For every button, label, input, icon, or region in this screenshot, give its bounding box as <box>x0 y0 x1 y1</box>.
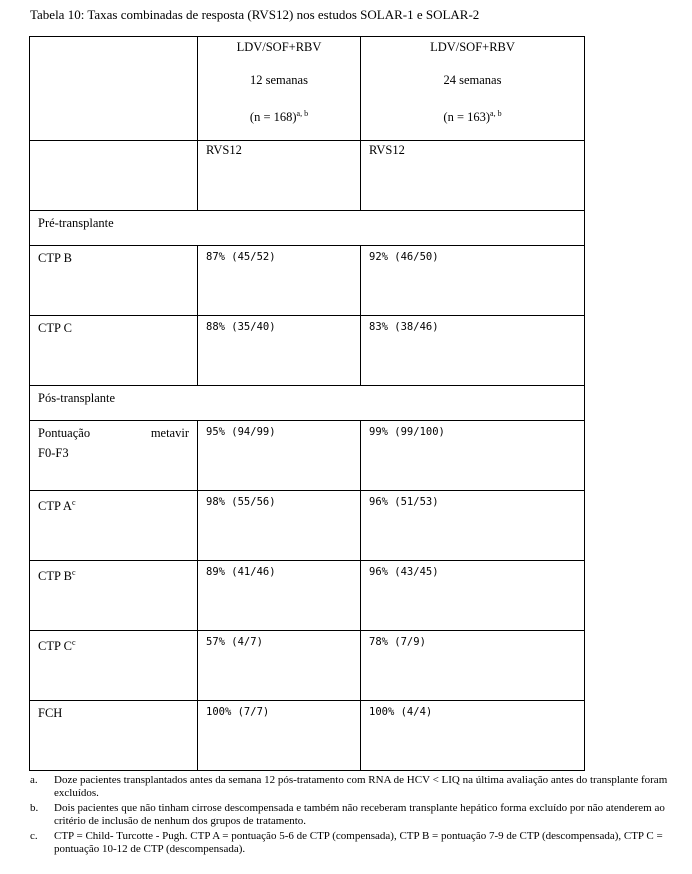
metric-12: RVS12 <box>198 141 361 211</box>
ctp-a-post-sup: c <box>71 498 76 507</box>
table-header-row <box>30 37 585 141</box>
metavir-label-a: Pontuação <box>38 426 91 440</box>
ctp-c-post-label: CTP C <box>38 639 72 654</box>
table-row <box>30 631 585 701</box>
value-12-ctp-b-pre: 87% (45/52) <box>198 246 361 316</box>
header-empty-cell <box>30 37 198 141</box>
header-24-n: (n = 163) <box>443 110 491 125</box>
metavir-label-c: F0-F3 <box>38 446 69 460</box>
metavir-label-line <box>38 423 197 443</box>
header-24-duration: 24 semanas <box>443 73 502 87</box>
footnote-a-mark: a. <box>30 774 38 786</box>
section-post-transplant: Pós-transplante <box>30 386 585 421</box>
value-24-metavir: 99% (99/100) <box>361 421 585 491</box>
row-label-metavir <box>30 421 198 491</box>
footnote-b-text: Dois pacientes que não tinham cirrose descompensada e também não receberam transplante hepático forma excluído por não atenderem ao critério de inclusão de nenhum dos grupos de tratamento. <box>54 802 665 827</box>
value-24-ctp-c-pre: 83% (38/46) <box>361 316 585 386</box>
row-label-ctp-b-post <box>30 561 198 631</box>
row-label-ctp-b-pre: CTP B <box>30 246 198 316</box>
header-24-weeks <box>361 37 585 141</box>
section-row-pre <box>30 211 585 246</box>
section-pre-transplant: Pré-transplante <box>30 211 585 246</box>
footnote-c <box>30 830 670 856</box>
header-24-regimen: LDV/SOF+RBV <box>430 40 515 54</box>
ctp-b-post-label: CTP B <box>38 569 72 584</box>
row-label-ctp-c-pre: CTP C <box>30 316 198 386</box>
value-12-ctp-c-pre: 88% (35/40) <box>198 316 361 386</box>
value-24-ctp-b-post: 96% (43/45) <box>361 561 585 631</box>
table-row <box>30 491 585 561</box>
footnote-a-text: Doze pacientes transplantados antes da semana 12 pós-tratamento com RNA de HCV < LIQ na última avaliação antes do transplante foram excluídos. <box>54 774 668 799</box>
section-row-post <box>30 386 585 421</box>
header-12-n-wrap <box>198 97 360 134</box>
metric-empty-cell <box>30 141 198 211</box>
table-row <box>30 701 585 771</box>
ctp-c-post-sup: c <box>71 638 76 647</box>
table-row <box>30 421 585 491</box>
value-12-ctp-b-post: 89% (41/46) <box>198 561 361 631</box>
header-12-regimen: LDV/SOF+RBV <box>236 40 322 54</box>
table-row <box>30 246 585 316</box>
footnote-b <box>30 802 670 828</box>
value-12-fch: 100% (7/7) <box>198 701 361 771</box>
ctp-b-post-sup: c <box>71 568 76 577</box>
metric-row <box>30 141 585 211</box>
metric-24: RVS12 <box>361 141 585 211</box>
header-24-n-wrap <box>361 97 584 134</box>
value-24-ctp-a-post: 96% (51/53) <box>361 491 585 561</box>
results-table <box>29 36 585 771</box>
value-12-ctp-a-post: 98% (55/56) <box>198 491 361 561</box>
row-label-ctp-a-post <box>30 491 198 561</box>
row-label-fch: FCH <box>30 701 198 771</box>
footnote-c-mark: c. <box>30 830 38 842</box>
header-24-sup: a, b <box>490 109 502 118</box>
value-24-ctp-c-post: 78% (7/9) <box>361 631 585 701</box>
value-12-metavir: 95% (94/99) <box>198 421 361 491</box>
footnote-c-text: CTP = Child- Turcotte - Pugh. CTP A = pontuação 5-6 de CTP (compensada), CTP B = pontuação 7-9 de CTP (descompensada), CTP C = pontuação 10-12 de CTP (descompensada). <box>54 830 663 855</box>
value-12-ctp-c-post: 57% (4/7) <box>198 631 361 701</box>
ctp-a-post-label: CTP A <box>38 499 72 514</box>
footnote-b-mark: b. <box>30 802 39 814</box>
table-row <box>30 316 585 386</box>
value-24-ctp-b-pre: 92% (46/50) <box>361 246 585 316</box>
header-12-weeks <box>198 37 361 141</box>
value-24-fch: 100% (4/4) <box>361 701 585 771</box>
header-12-n: (n = 168) <box>249 110 297 125</box>
header-12-duration: 12 semanas <box>250 73 308 87</box>
footnotes <box>30 774 670 858</box>
header-12-sup: a, b <box>296 109 309 118</box>
table-caption: Tabela 10: Taxas combinadas de resposta (RVS12) nos estudos SOLAR-1 e SOLAR-2 <box>30 7 480 22</box>
table-row <box>30 561 585 631</box>
metavir-label-b: metavir <box>150 426 189 440</box>
footnote-a <box>30 774 670 800</box>
row-label-ctp-c-post <box>30 631 198 701</box>
